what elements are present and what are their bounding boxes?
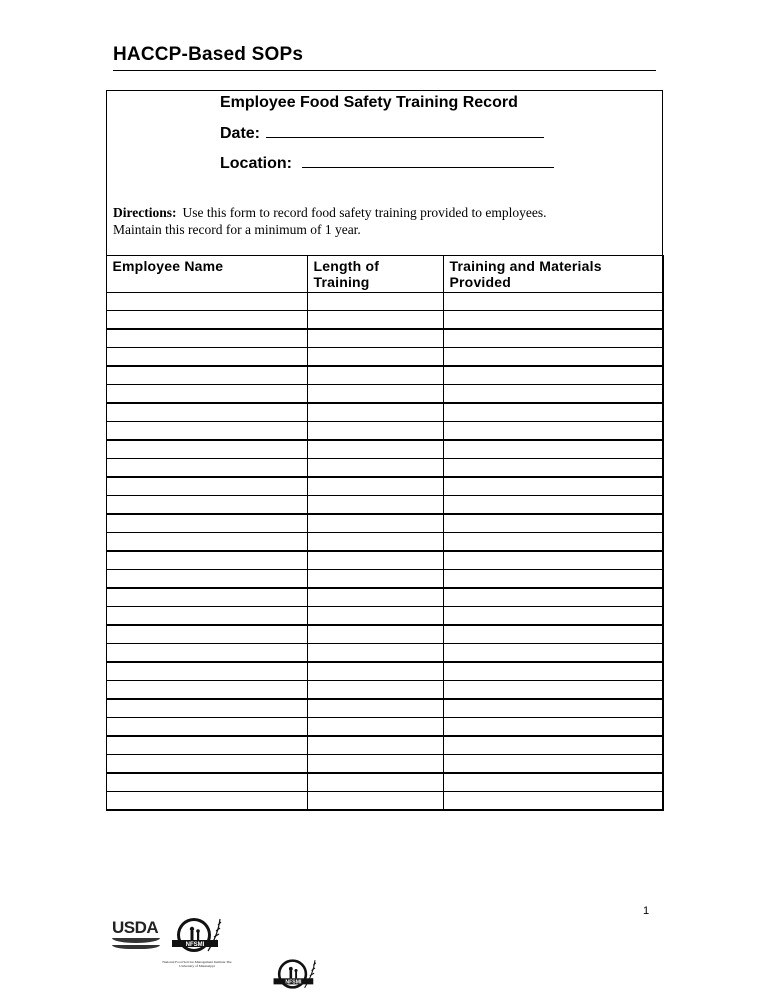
table-row bbox=[106, 329, 663, 348]
length-of-training-cell[interactable] bbox=[307, 329, 443, 348]
employee-name-cell[interactable] bbox=[106, 514, 307, 533]
training-table bbox=[106, 255, 664, 811]
training-materials-cell[interactable] bbox=[443, 551, 663, 570]
column-header-length-of-training: Length of Training bbox=[307, 256, 443, 293]
date-blank-line[interactable] bbox=[266, 122, 544, 138]
employee-name-cell[interactable] bbox=[106, 644, 307, 663]
table-row bbox=[106, 533, 663, 552]
employee-name-cell[interactable] bbox=[106, 496, 307, 515]
table-header-row bbox=[106, 256, 663, 293]
length-of-training-cell[interactable] bbox=[307, 792, 443, 811]
employee-name-cell[interactable] bbox=[106, 773, 307, 792]
employee-name-cell[interactable] bbox=[106, 477, 307, 496]
training-materials-cell[interactable] bbox=[443, 293, 663, 311]
training-materials-cell[interactable] bbox=[443, 588, 663, 607]
length-of-training-cell[interactable] bbox=[307, 403, 443, 422]
training-materials-cell[interactable] bbox=[443, 699, 663, 718]
table-row bbox=[106, 514, 663, 533]
training-materials-cell[interactable] bbox=[443, 755, 663, 774]
table-row bbox=[106, 588, 663, 607]
employee-name-cell[interactable] bbox=[106, 625, 307, 644]
location-blank-line[interactable] bbox=[302, 152, 554, 168]
length-of-training-cell[interactable] bbox=[307, 755, 443, 774]
usda-logo-swoosh bbox=[112, 938, 160, 943]
table-row bbox=[106, 681, 663, 700]
seal-small-banner-text: NFSMI bbox=[285, 979, 302, 986]
table-row bbox=[106, 459, 663, 478]
length-of-training-cell[interactable] bbox=[307, 681, 443, 700]
training-materials-cell[interactable] bbox=[443, 570, 663, 589]
length-of-training-cell[interactable] bbox=[307, 662, 443, 681]
table-row bbox=[106, 403, 663, 422]
location-label: Location: bbox=[220, 155, 292, 172]
table-row bbox=[106, 755, 663, 774]
table-row bbox=[106, 311, 663, 330]
training-materials-cell[interactable] bbox=[443, 773, 663, 792]
length-of-training-cell[interactable] bbox=[307, 570, 443, 589]
nfsmi-seal-icon bbox=[168, 913, 228, 957]
length-of-training-cell[interactable] bbox=[307, 496, 443, 515]
length-of-training-cell[interactable] bbox=[307, 348, 443, 367]
date-field[interactable] bbox=[220, 122, 544, 143]
employee-name-cell[interactable] bbox=[106, 440, 307, 459]
training-materials-cell[interactable] bbox=[443, 459, 663, 478]
table-row bbox=[106, 570, 663, 589]
length-of-training-cell[interactable] bbox=[307, 422, 443, 441]
table-row bbox=[106, 736, 663, 755]
table-row bbox=[106, 662, 663, 681]
table-row bbox=[106, 644, 663, 663]
directions-line-2: Maintain this record for a minimum of 1 year. bbox=[113, 222, 361, 237]
training-materials-cell[interactable] bbox=[443, 792, 663, 811]
employee-name-cell[interactable] bbox=[106, 348, 307, 367]
date-label: Date: bbox=[220, 125, 261, 142]
training-materials-cell[interactable] bbox=[443, 385, 663, 404]
length-of-training-cell[interactable] bbox=[307, 625, 443, 644]
table-row bbox=[106, 293, 663, 311]
training-materials-cell[interactable] bbox=[443, 366, 663, 385]
column-header-employee-name: Employee Name bbox=[106, 256, 307, 293]
training-materials-cell[interactable] bbox=[443, 329, 663, 348]
training-materials-cell[interactable] bbox=[443, 477, 663, 496]
length-of-training-cell[interactable] bbox=[307, 607, 443, 626]
employee-name-cell[interactable] bbox=[106, 736, 307, 755]
table-row bbox=[106, 551, 663, 570]
page-number: 1 bbox=[643, 905, 650, 917]
employee-name-cell[interactable] bbox=[106, 551, 307, 570]
table-row bbox=[106, 718, 663, 737]
table-row bbox=[106, 607, 663, 626]
employee-name-cell[interactable] bbox=[106, 662, 307, 681]
employee-name-cell[interactable] bbox=[106, 792, 307, 811]
employee-name-cell[interactable] bbox=[106, 588, 307, 607]
length-of-training-cell[interactable] bbox=[307, 588, 443, 607]
training-materials-cell[interactable] bbox=[443, 440, 663, 459]
training-materials-cell[interactable] bbox=[443, 644, 663, 663]
training-record-form bbox=[106, 90, 663, 810]
length-of-training-cell[interactable] bbox=[307, 699, 443, 718]
table-row bbox=[106, 422, 663, 441]
header-title: HACCP-Based SOPs bbox=[113, 44, 304, 65]
table-row bbox=[106, 477, 663, 496]
length-of-training-cell[interactable] bbox=[307, 514, 443, 533]
training-materials-cell[interactable] bbox=[443, 681, 663, 700]
length-of-training-cell[interactable] bbox=[307, 773, 443, 792]
table-row bbox=[106, 792, 663, 811]
table-row bbox=[106, 385, 663, 404]
length-of-training-cell[interactable] bbox=[307, 311, 443, 330]
directions-lead: Directions: bbox=[113, 205, 177, 220]
header-rule bbox=[113, 70, 656, 71]
employee-name-cell[interactable] bbox=[106, 755, 307, 774]
employee-name-cell[interactable] bbox=[106, 329, 307, 348]
length-of-training-cell[interactable] bbox=[307, 718, 443, 737]
table-row bbox=[106, 440, 663, 459]
training-materials-cell[interactable] bbox=[443, 403, 663, 422]
length-of-training-cell[interactable] bbox=[307, 293, 443, 311]
employee-name-cell[interactable] bbox=[106, 533, 307, 552]
directions-line-1: Use this form to record food safety training provided to employees. bbox=[182, 205, 547, 220]
length-of-training-cell[interactable] bbox=[307, 736, 443, 755]
table-body bbox=[106, 293, 663, 811]
column-header-training-materials: Training and Materials Provided bbox=[443, 256, 663, 293]
length-of-training-cell[interactable] bbox=[307, 459, 443, 478]
form-title: Employee Food Safety Training Record bbox=[220, 94, 518, 111]
nfsmi-seal-small-icon bbox=[270, 955, 322, 993]
employee-name-cell[interactable] bbox=[106, 681, 307, 700]
directions bbox=[113, 204, 653, 238]
training-materials-cell[interactable] bbox=[443, 718, 663, 737]
table-row bbox=[106, 773, 663, 792]
usda-logo-letters: USDA bbox=[112, 918, 159, 937]
length-of-training-cell[interactable] bbox=[307, 477, 443, 496]
table-row bbox=[106, 348, 663, 367]
employee-name-cell[interactable] bbox=[106, 718, 307, 737]
employee-name-cell[interactable] bbox=[106, 311, 307, 330]
length-of-training-cell[interactable] bbox=[307, 551, 443, 570]
length-of-training-cell[interactable] bbox=[307, 385, 443, 404]
seal-caption: National Food Service Management Institute The University of Mississippi bbox=[162, 960, 232, 968]
training-materials-cell[interactable] bbox=[443, 348, 663, 367]
table-row bbox=[106, 366, 663, 385]
training-materials-cell[interactable] bbox=[443, 496, 663, 515]
employee-name-cell[interactable] bbox=[106, 293, 307, 311]
training-materials-cell[interactable] bbox=[443, 625, 663, 644]
employee-name-cell[interactable] bbox=[106, 366, 307, 385]
training-materials-cell[interactable] bbox=[443, 662, 663, 681]
usda-logo bbox=[112, 918, 160, 954]
training-materials-cell[interactable] bbox=[443, 311, 663, 330]
table-row bbox=[106, 496, 663, 515]
length-of-training-cell[interactable] bbox=[307, 644, 443, 663]
training-materials-cell[interactable] bbox=[443, 533, 663, 552]
employee-name-cell[interactable] bbox=[106, 385, 307, 404]
training-materials-cell[interactable] bbox=[443, 736, 663, 755]
length-of-training-cell[interactable] bbox=[307, 533, 443, 552]
employee-name-cell[interactable] bbox=[106, 699, 307, 718]
training-materials-cell[interactable] bbox=[443, 514, 663, 533]
table-row bbox=[106, 699, 663, 718]
training-materials-cell[interactable] bbox=[443, 422, 663, 441]
training-materials-cell[interactable] bbox=[443, 607, 663, 626]
employee-name-cell[interactable] bbox=[106, 422, 307, 441]
employee-name-cell[interactable] bbox=[106, 570, 307, 589]
length-of-training-cell[interactable] bbox=[307, 440, 443, 459]
employee-name-cell[interactable] bbox=[106, 403, 307, 422]
usda-logo-swoosh bbox=[112, 945, 160, 949]
table-row bbox=[106, 625, 663, 644]
employee-name-cell[interactable] bbox=[106, 607, 307, 626]
seal-banner-text: NFSMI bbox=[185, 942, 205, 948]
training-table-wrap bbox=[106, 255, 663, 811]
length-of-training-cell[interactable] bbox=[307, 366, 443, 385]
employee-name-cell[interactable] bbox=[106, 459, 307, 478]
location-field[interactable] bbox=[220, 152, 554, 173]
